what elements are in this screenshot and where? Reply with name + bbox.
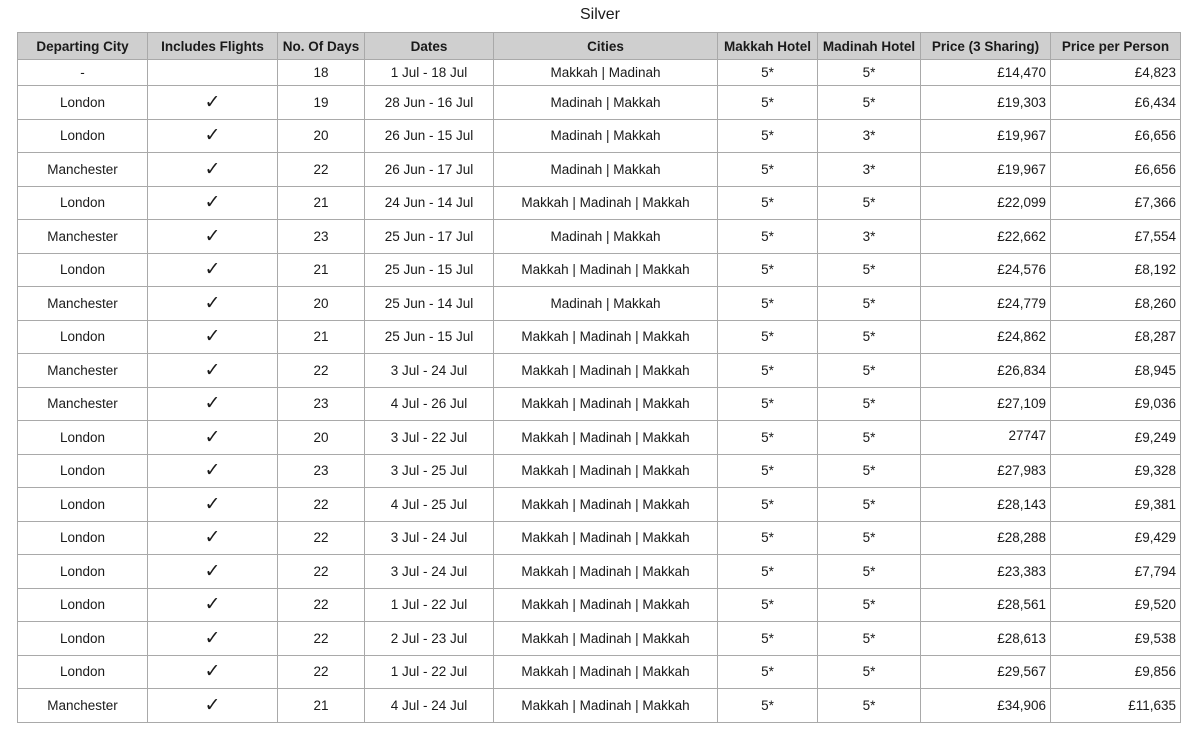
cell-madinah-hotel: 5*	[818, 320, 921, 354]
check-icon: ✓	[148, 354, 278, 388]
header-includes-flights: Includes Flights	[148, 33, 278, 60]
cell-price-3-sharing: 27747	[921, 421, 1051, 455]
cell-no-of-days: 22	[278, 588, 365, 622]
cell-price-per-person: £6,656	[1051, 119, 1181, 153]
header-row	[18, 33, 1181, 60]
check-icon: ✓	[148, 454, 278, 488]
cell-dates: 25 Jun - 15 Jul	[365, 320, 494, 354]
cell-price-3-sharing: £26,834	[921, 354, 1051, 388]
table-row	[18, 354, 1181, 388]
cell-departing-city: London	[18, 86, 148, 120]
cell-makkah-hotel: 5*	[718, 119, 818, 153]
cell-madinah-hotel: 3*	[818, 220, 921, 254]
cell-departing-city: London	[18, 421, 148, 455]
cell-cities: Makkah | Madinah | Makkah	[494, 253, 718, 287]
cell-makkah-hotel: 5*	[718, 387, 818, 421]
table-row	[18, 86, 1181, 120]
cell-departing-city: Manchester	[18, 354, 148, 388]
cell-departing-city: Manchester	[18, 689, 148, 723]
packages-table	[17, 32, 1181, 723]
cell-price-per-person: £8,287	[1051, 320, 1181, 354]
cell-no-of-days: 20	[278, 119, 365, 153]
cell-madinah-hotel: 5*	[818, 186, 921, 220]
cell-dates: 3 Jul - 25 Jul	[365, 454, 494, 488]
cell-price-3-sharing: £27,983	[921, 454, 1051, 488]
cell-madinah-hotel: 5*	[818, 521, 921, 555]
cell-price-3-sharing: £22,662	[921, 220, 1051, 254]
cell-makkah-hotel: 5*	[718, 320, 818, 354]
cell-cities: Makkah | Madinah | Makkah	[494, 555, 718, 589]
cell-departing-city: London	[18, 521, 148, 555]
cell-makkah-hotel: 5*	[718, 354, 818, 388]
check-icon: ✓	[148, 320, 278, 354]
cell-dates: 26 Jun - 15 Jul	[365, 119, 494, 153]
cell-makkah-hotel: 5*	[718, 253, 818, 287]
cell-madinah-hotel: 5*	[818, 689, 921, 723]
cell-cities: Makkah | Madinah | Makkah	[494, 354, 718, 388]
cell-price-per-person: £4,823	[1051, 60, 1181, 86]
cell-cities: Makkah | Madinah | Makkah	[494, 521, 718, 555]
cell-madinah-hotel: 5*	[818, 488, 921, 522]
cell-departing-city: London	[18, 454, 148, 488]
cell-price-3-sharing: £19,967	[921, 153, 1051, 187]
check-icon: ✓	[148, 655, 278, 689]
table-row	[18, 387, 1181, 421]
cell-departing-city: London	[18, 119, 148, 153]
cell-price-3-sharing: £19,967	[921, 119, 1051, 153]
cell-price-3-sharing: £28,288	[921, 521, 1051, 555]
cell-cities: Madinah | Makkah	[494, 153, 718, 187]
cell-price-3-sharing: £34,906	[921, 689, 1051, 723]
check-icon: ✓	[148, 253, 278, 287]
check-icon: ✓	[148, 153, 278, 187]
header-price-3-sharing: Price (3 Sharing)	[921, 33, 1051, 60]
check-icon: ✓	[148, 220, 278, 254]
cell-cities: Makkah | Madinah | Makkah	[494, 488, 718, 522]
cell-cities: Makkah | Madinah | Makkah	[494, 655, 718, 689]
cell-dates: 4 Jul - 25 Jul	[365, 488, 494, 522]
cell-price-3-sharing: £27,109	[921, 387, 1051, 421]
table-row	[18, 186, 1181, 220]
cell-price-per-person: £6,656	[1051, 153, 1181, 187]
cell-cities: Madinah | Makkah	[494, 287, 718, 321]
cell-departing-city: London	[18, 253, 148, 287]
cell-departing-city: Manchester	[18, 387, 148, 421]
table-row	[18, 119, 1181, 153]
cell-madinah-hotel: 3*	[818, 153, 921, 187]
cell-departing-city: London	[18, 655, 148, 689]
cell-makkah-hotel: 5*	[718, 454, 818, 488]
cell-price-3-sharing: £24,862	[921, 320, 1051, 354]
check-icon: ✓	[148, 588, 278, 622]
cell-cities: Makkah | Madinah | Makkah	[494, 320, 718, 354]
cell-madinah-hotel: 5*	[818, 622, 921, 656]
cell-madinah-hotel: 3*	[818, 119, 921, 153]
check-icon: ✓	[148, 387, 278, 421]
cell-includes-flights	[148, 60, 278, 86]
check-icon: ✓	[148, 119, 278, 153]
cell-cities: Makkah | Madinah	[494, 60, 718, 86]
table-row	[18, 454, 1181, 488]
cell-madinah-hotel: 5*	[818, 655, 921, 689]
cell-no-of-days: 19	[278, 86, 365, 120]
cell-madinah-hotel: 5*	[818, 387, 921, 421]
check-icon: ✓	[148, 287, 278, 321]
cell-no-of-days: 23	[278, 454, 365, 488]
cell-departing-city: London	[18, 186, 148, 220]
cell-madinah-hotel: 5*	[818, 555, 921, 589]
cell-madinah-hotel: 5*	[818, 287, 921, 321]
table-row	[18, 153, 1181, 187]
cell-price-3-sharing: £24,779	[921, 287, 1051, 321]
cell-price-3-sharing: £29,567	[921, 655, 1051, 689]
cell-makkah-hotel: 5*	[718, 622, 818, 656]
cell-madinah-hotel: 5*	[818, 86, 921, 120]
cell-makkah-hotel: 5*	[718, 689, 818, 723]
cell-price-3-sharing: £24,576	[921, 253, 1051, 287]
cell-price-3-sharing: £23,383	[921, 555, 1051, 589]
check-icon: ✓	[148, 488, 278, 522]
header-price-per-person: Price per Person	[1051, 33, 1181, 60]
cell-dates: 1 Jul - 22 Jul	[365, 655, 494, 689]
cell-price-3-sharing: £22,099	[921, 186, 1051, 220]
table-row	[18, 253, 1181, 287]
cell-price-3-sharing: £28,613	[921, 622, 1051, 656]
cell-departing-city: Manchester	[18, 153, 148, 187]
cell-price-per-person: £6,434	[1051, 86, 1181, 120]
cell-price-per-person: £9,036	[1051, 387, 1181, 421]
cell-no-of-days: 18	[278, 60, 365, 86]
cell-makkah-hotel: 5*	[718, 588, 818, 622]
page-title: Silver	[579, 6, 620, 23]
cell-no-of-days: 22	[278, 655, 365, 689]
table-row	[18, 622, 1181, 656]
cell-dates: 3 Jul - 24 Jul	[365, 555, 494, 589]
cell-madinah-hotel: 5*	[818, 60, 921, 86]
check-icon: ✓	[148, 555, 278, 589]
cell-cities: Makkah | Madinah | Makkah	[494, 421, 718, 455]
table-row	[18, 655, 1181, 689]
cell-dates: 26 Jun - 17 Jul	[365, 153, 494, 187]
cell-dates: 25 Jun - 14 Jul	[365, 287, 494, 321]
cell-no-of-days: 22	[278, 555, 365, 589]
cell-no-of-days: 22	[278, 153, 365, 187]
cell-no-of-days: 21	[278, 186, 365, 220]
cell-departing-city: Manchester	[18, 220, 148, 254]
cell-no-of-days: 21	[278, 689, 365, 723]
cell-dates: 25 Jun - 15 Jul	[365, 253, 494, 287]
header-dates: Dates	[365, 33, 494, 60]
cell-cities: Makkah | Madinah | Makkah	[494, 622, 718, 656]
cell-price-per-person: £7,366	[1051, 186, 1181, 220]
cell-makkah-hotel: 5*	[718, 186, 818, 220]
cell-cities: Madinah | Makkah	[494, 119, 718, 153]
cell-dates: 1 Jul - 22 Jul	[365, 588, 494, 622]
cell-dates: 2 Jul - 23 Jul	[365, 622, 494, 656]
check-icon: ✓	[148, 521, 278, 555]
cell-departing-city: London	[18, 488, 148, 522]
cell-price-per-person: £8,260	[1051, 287, 1181, 321]
cell-makkah-hotel: 5*	[718, 220, 818, 254]
header-madinah-hotel: Madinah Hotel	[818, 33, 921, 60]
cell-dates: 25 Jun - 17 Jul	[365, 220, 494, 254]
cell-no-of-days: 21	[278, 253, 365, 287]
cell-no-of-days: 23	[278, 387, 365, 421]
cell-price-per-person: £8,192	[1051, 253, 1181, 287]
cell-no-of-days: 23	[278, 220, 365, 254]
cell-dates: 4 Jul - 26 Jul	[365, 387, 494, 421]
check-icon: ✓	[148, 622, 278, 656]
cell-price-per-person: £9,520	[1051, 588, 1181, 622]
cell-no-of-days: 22	[278, 488, 365, 522]
cell-makkah-hotel: 5*	[718, 488, 818, 522]
table-row	[18, 689, 1181, 723]
cell-departing-city: London	[18, 555, 148, 589]
cell-madinah-hotel: 5*	[818, 253, 921, 287]
cell-price-3-sharing: £19,303	[921, 86, 1051, 120]
cell-price-3-sharing: £14,470	[921, 60, 1051, 86]
cell-cities: Makkah | Madinah | Makkah	[494, 186, 718, 220]
cell-cities: Makkah | Madinah | Makkah	[494, 588, 718, 622]
cell-price-per-person: £11,635	[1051, 689, 1181, 723]
cell-madinah-hotel: 5*	[818, 354, 921, 388]
cell-dates: 28 Jun - 16 Jul	[365, 86, 494, 120]
table-row	[18, 488, 1181, 522]
cell-cities: Madinah | Makkah	[494, 220, 718, 254]
cell-makkah-hotel: 5*	[718, 60, 818, 86]
cell-price-3-sharing: £28,143	[921, 488, 1051, 522]
cell-madinah-hotel: 5*	[818, 421, 921, 455]
cell-price-per-person: £9,856	[1051, 655, 1181, 689]
header-departing-city: Departing City	[18, 33, 148, 60]
cell-dates: 3 Jul - 22 Jul	[365, 421, 494, 455]
cell-price-per-person: £9,328	[1051, 454, 1181, 488]
cell-price-per-person: £7,554	[1051, 220, 1181, 254]
header-no-of-days: No. Of Days	[278, 33, 365, 60]
cell-no-of-days: 22	[278, 354, 365, 388]
cell-price-per-person: £9,538	[1051, 622, 1181, 656]
cell-dates: 24 Jun - 14 Jul	[365, 186, 494, 220]
table-row	[18, 287, 1181, 321]
cell-departing-city: Manchester	[18, 287, 148, 321]
cell-price-per-person: £9,381	[1051, 488, 1181, 522]
header-makkah-hotel: Makkah Hotel	[718, 33, 818, 60]
check-icon: ✓	[148, 689, 278, 723]
cell-price-per-person: £9,429	[1051, 521, 1181, 555]
cell-cities: Madinah | Makkah	[494, 86, 718, 120]
cell-makkah-hotel: 5*	[718, 555, 818, 589]
check-icon: ✓	[148, 86, 278, 120]
cell-price-3-sharing: £28,561	[921, 588, 1051, 622]
cell-no-of-days: 22	[278, 622, 365, 656]
cell-makkah-hotel: 5*	[718, 521, 818, 555]
cell-makkah-hotel: 5*	[718, 421, 818, 455]
cell-cities: Makkah | Madinah | Makkah	[494, 387, 718, 421]
table-row	[18, 220, 1181, 254]
cell-price-per-person: £7,794	[1051, 555, 1181, 589]
cell-no-of-days: 21	[278, 320, 365, 354]
check-icon: ✓	[148, 421, 278, 455]
cell-cities: Makkah | Madinah | Makkah	[494, 689, 718, 723]
cell-dates: 3 Jul - 24 Jul	[365, 521, 494, 555]
cell-makkah-hotel: 5*	[718, 287, 818, 321]
table-row	[18, 421, 1181, 455]
table-row	[18, 60, 1181, 86]
header-cities: Cities	[494, 33, 718, 60]
cell-no-of-days: 20	[278, 287, 365, 321]
cell-dates: 3 Jul - 24 Jul	[365, 354, 494, 388]
cell-makkah-hotel: 5*	[718, 86, 818, 120]
check-icon: ✓	[148, 186, 278, 220]
table-row	[18, 588, 1181, 622]
cell-madinah-hotel: 5*	[818, 588, 921, 622]
cell-makkah-hotel: 5*	[718, 153, 818, 187]
table-row	[18, 521, 1181, 555]
cell-no-of-days: 20	[278, 421, 365, 455]
cell-departing-city: London	[18, 320, 148, 354]
cell-price-per-person: £8,945	[1051, 354, 1181, 388]
cell-cities: Makkah | Madinah | Makkah	[494, 454, 718, 488]
cell-madinah-hotel: 5*	[818, 454, 921, 488]
cell-departing-city: -	[18, 60, 148, 86]
cell-price-per-person: £9,249	[1051, 421, 1181, 455]
cell-departing-city: London	[18, 622, 148, 656]
cell-no-of-days: 22	[278, 521, 365, 555]
cell-dates: 1 Jul - 18 Jul	[365, 60, 494, 86]
table-row	[18, 320, 1181, 354]
cell-dates: 4 Jul - 24 Jul	[365, 689, 494, 723]
cell-departing-city: London	[18, 588, 148, 622]
table-row	[18, 555, 1181, 589]
cell-makkah-hotel: 5*	[718, 655, 818, 689]
